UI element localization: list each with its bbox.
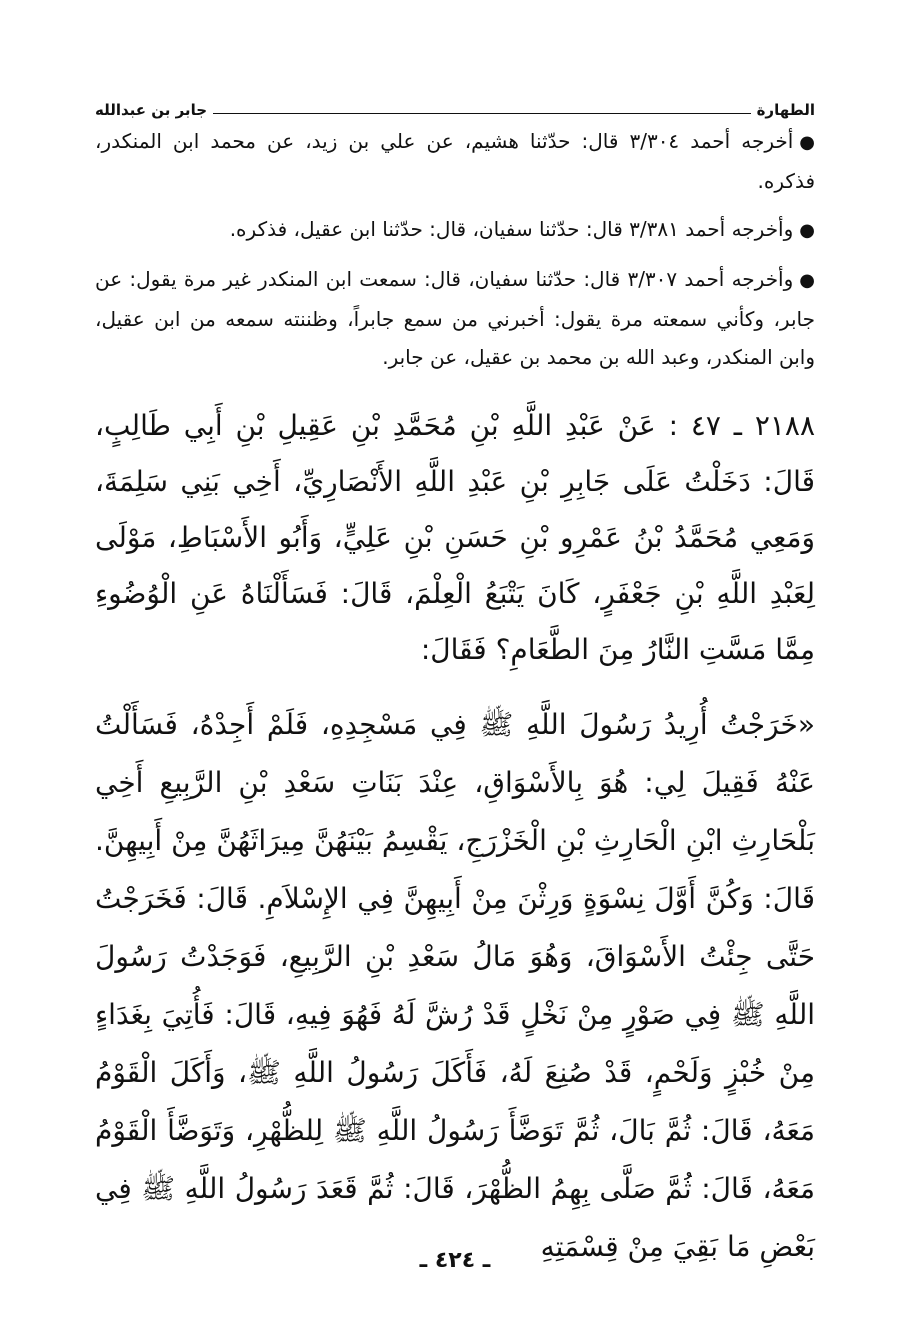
note-text: وأخرجه أحمد ٣/٣٠٧ قال: حدّثنا سفيان، قال: سمعت ابن المنكدر غير مرة يقول: عن جابر، وكأني سمعته مرة يقول: أخبرني من سمع جابراً، وظننته سمعه من ابن عقيل، وابن المنكدر، وعبد الله بن محمد بن عقيل، عن جابر. [95,267,815,369]
takhrij-note [95,210,815,250]
hadith-matn: «خَرَجْتُ أُرِيدُ رَسُولَ اللَّهِ ﷺ فِي مَسْجِدِهِ، فَلَمْ أَجِدْهُ، فَسَأَلْتُ عَنْهُ فَقِيلَ لِي: هُوَ بِالأَسْوَاقِ، عِنْدَ بَنَاتِ سَعْدِ بْنِ الرَّبِيعِ أَخِي بَلْحَارِثِ ابْنِ الْحَارِثِ بْنِ الْخَزْرَجِ، يَقْسِمُ بَيْنَهُنَّ مِيرَاثَهُنَّ مِنْ أَبِيهِنَّ. قَالَ: وَكُنَّ أَوَّلَ نِسْوَةٍ وَرِثْنَ مِنْ أَبِيهِنَّ فِي الإِسْلاَمِ. قَالَ: فَخَرَجْتُ حَتَّى جِئْتُ الأَسْوَاقَ، وَهُوَ مَالُ سَعْدِ بْنِ الرَّبِيعِ، فَوَجَدْتُ رَسُولَ اللَّهِ ﷺ فِي صَوْرٍ مِنْ نَخْلٍ قَدْ رُشَّ لَهُ فَهُوَ فِيهِ، قَالَ: فَأُتِيَ بِغَدَاءٍ مِنْ خُبْزٍ وَلَحْمٍ، قَدْ صُنِعَ لَهُ، فَأَكَلَ رَسُولُ اللَّهِ ﷺ، وَأَكَلَ الْقَوْمُ مَعَهُ، قَالَ: ثُمَّ بَالَ، ثُمَّ تَوَضَّأَ رَسُولُ اللَّهِ ﷺ لِلظُّهْرِ، وَتَوَضَّأَ الْقَوْمُ مَعَهُ، قَالَ: ثُمَّ صَلَّى بِهِمُ الظُّهْرَ، قَالَ: ثُمَّ قَعَدَ رَسُولُ اللَّهِ ﷺ فِي بَعْضِ مَا بَقِيَ مِنْ قِسْمَتِهِ [95,708,815,1263]
takhrij-note [95,260,815,376]
bullet-icon: ● [799,220,815,241]
header-rule [213,113,751,114]
book-page [95,88,815,1308]
takhrij-notes [95,122,815,376]
bullet-icon: ● [799,270,815,291]
hadith-isnad: عَنْ عَبْدِ اللَّهِ بْنِ مُحَمَّدِ بْنِ عَقِيلِ بْنِ أَبِي طَالِبٍ، قَالَ: دَخَلْتُ عَلَى جَابِرِ بْنِ عَبْدِ اللَّهِ الأَنْصَارِيِّ، أَخِي بَنِي سَلِمَةَ، وَمَعِي مُحَمَّدُ بْنُ عَمْرِو بْنِ حَسَنِ بْنِ عَلِيٍّ، وَأَبُو الأَسْبَاطِ، مَوْلَى لِعَبْدِ اللَّهِ بْنِ جَعْفَرٍ، كَانَ يَتْبَعُ الْعِلْمَ، قَالَ: فَسَأَلْنَاهُ عَنِ الْوُضُوءِ مِمَّا مَسَّتِ النَّارُ مِنَ الطَّعَامِ؟ فَقَالَ: [95,409,815,666]
takhrij-note [95,122,815,200]
chapter-title: الطهارة [756,101,815,119]
narrator-title: جابر بن عبدالله [95,101,208,119]
note-text: أخرجه أحمد ٣/٣٠٤ قال: حدّثنا هشيم، عن علي بن زيد، عن محمد ابن المنكدر، فذكره. [95,129,815,193]
page-number: ـ ٤٢٤ ـ [419,1248,491,1273]
hadith-entry [95,398,815,1276]
hadith-number: ٢١٨٨ ـ ٤٧ : [668,409,815,442]
note-text: وأخرجه أحمد ٣/٣٨١ قال: حدّثنا سفيان، قال: حدّثنا ابن عقيل، فذكره. [229,217,794,241]
running-head [95,88,815,118]
hadith-isnad-paragraph [95,398,815,678]
bullet-icon: ● [799,132,815,153]
